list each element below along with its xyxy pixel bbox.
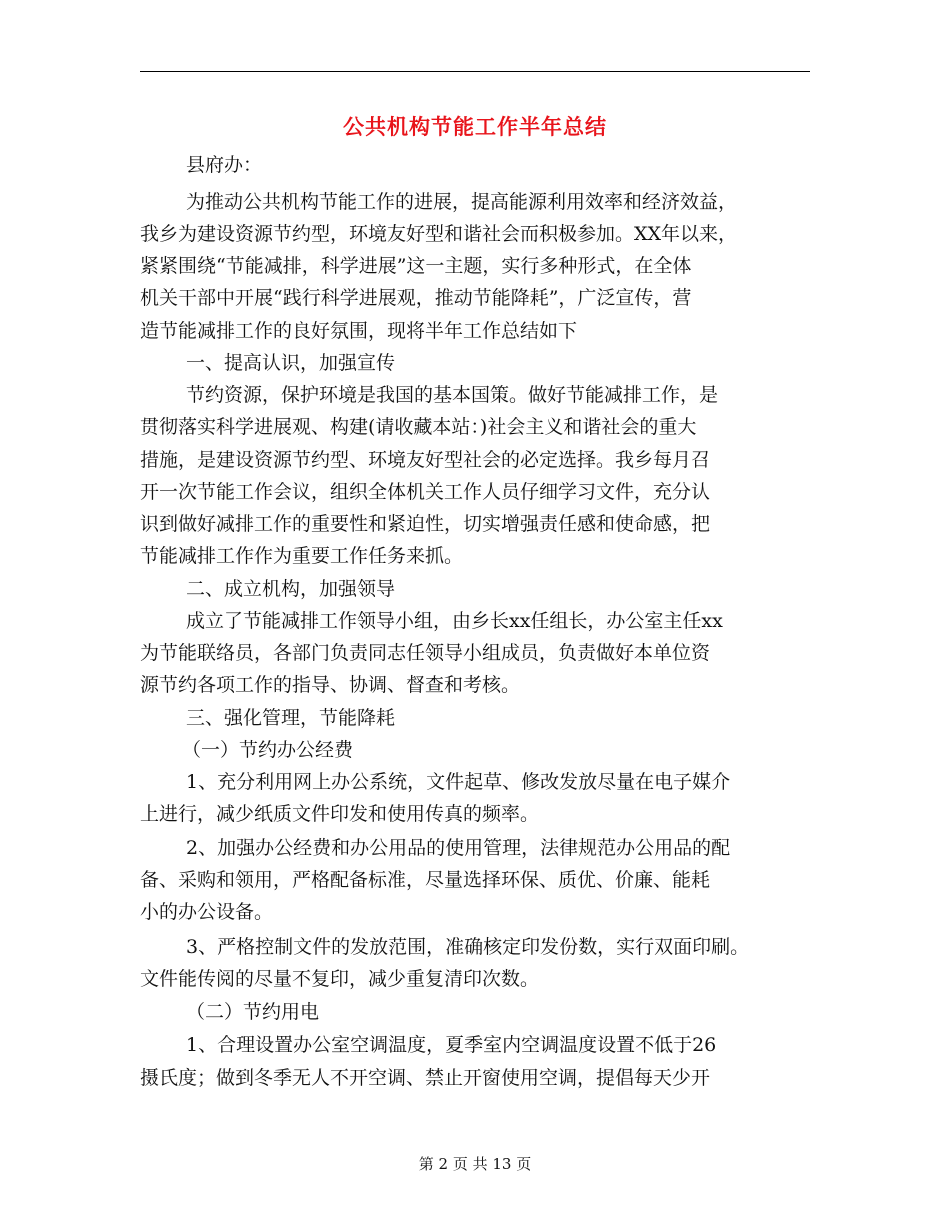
- body-line: 节约资源，保护环境是我国的基本国策。做好节能减排工作，是: [186, 384, 719, 406]
- section-heading: 二、成立机构，加强领导: [186, 578, 396, 600]
- body-line: 为推动公共机构节能工作的进展，提高能源利用效率和经济效益，: [186, 191, 738, 213]
- body-line: 造节能减排工作的良好氛围，现将半年工作总结如下: [140, 320, 578, 342]
- body-line: 节能减排工作作为重要工作任务来抓。: [140, 545, 464, 567]
- body-line: 3、严格控制文件的发放范围，准确核定印发份数，实行双面印刷。: [186, 936, 750, 958]
- body-line: 摄氏度；做到冬季无人不开空调、禁止开窗使用空调，提倡每天少开: [140, 1067, 711, 1089]
- body-line: 为节能联络员，各部门负责同志任领导小组成员，负责做好本单位资: [140, 642, 711, 664]
- body-line: 措施，是建设资源节约型、环境友好型社会的必定选择。我乡每月召: [140, 449, 711, 471]
- section-heading: 三、强化管理，节能降耗: [186, 707, 396, 729]
- body-line: 1、充分利用网上办公系统，文件起草、修改发放尽量在电子媒介: [186, 771, 731, 793]
- header-rule: [140, 71, 810, 72]
- body-line: 上进行，减少纸质文件印发和使用传真的频率。: [140, 803, 540, 825]
- section-heading: 一、提高认识，加强宣传: [186, 352, 396, 374]
- body-line: 文件能传阅的尽量不复印，减少重复清印次数。: [140, 968, 540, 990]
- body-line: 紧紧围绕“节能减排，科学进展”这一主题，实行多种形式，在全体: [140, 255, 692, 277]
- body-line: 2、加强办公经费和办公用品的使用管理，法律规范办公用品的配: [186, 837, 731, 859]
- body-line: 识到做好减排工作的重要性和紧迫性，切实增强责任感和使命感，把: [140, 513, 711, 535]
- body-line: 贯彻落实科学进展观、构建(请收藏本站：)社会主义和谐社会的重大: [140, 416, 697, 438]
- body-line: 源节约各项工作的指导、协调、督查和考核。: [140, 674, 521, 696]
- body-line: 我乡为建设资源节约型，环境友好型和谐社会而积极参加。XX年以来，: [140, 223, 738, 245]
- document-title: 公共机构节能工作半年总结: [343, 115, 607, 139]
- page-number: 第 2 页 共 13 页: [418, 1155, 532, 1173]
- body-line: 小的办公设备。: [140, 901, 274, 923]
- body-line: 机关干部中开展“践行科学进展观，推动节能降耗”，广泛宣传，营: [140, 287, 692, 309]
- subsection-heading: （二）节约用电: [186, 1001, 320, 1023]
- body-line: 开一次节能工作会议，组织全体机关工作人员仔细学习文件，充分认: [140, 481, 711, 503]
- body-line: 备、采购和领用，严格配备标准，尽量选择环保、质优、价廉、能耗: [140, 869, 711, 891]
- body-line: 成立了节能减排工作领导小组，由乡长xx任组长，办公室主任xx: [186, 610, 723, 632]
- salutation: 县府办：: [186, 154, 263, 176]
- subsection-heading: （一）节约办公经费: [182, 739, 354, 761]
- body-line: 1、合理设置办公室空调温度，夏季室内空调温度设置不低于26: [186, 1034, 717, 1056]
